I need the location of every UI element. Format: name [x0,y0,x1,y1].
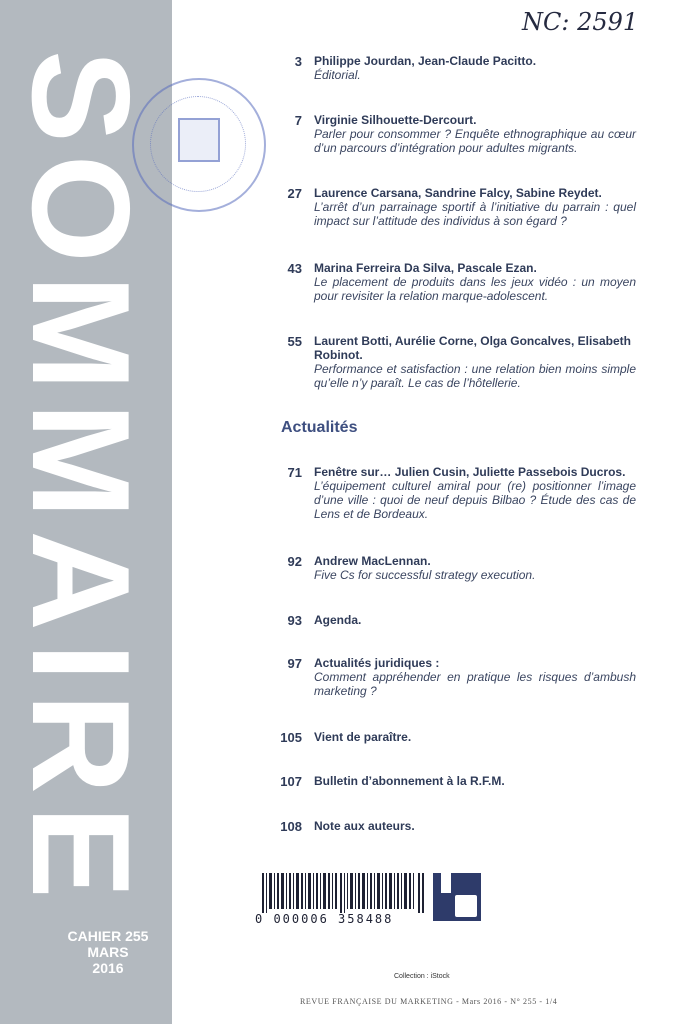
entry-authors: Bulletin d’abonnement à la R.F.M. [314,774,505,788]
entry-authors: Laurence Carsana, Sandrine Falcy, Sabine Reydet. [314,186,602,200]
entry-authors: Laurent Botti, Aurélie Corne, Olga Goncalves, Elisabeth Robinot. [314,334,631,362]
entry-description: L’équipement culturel amiral pour (re) positionner l’image d’une ville : quoi de neuf depuis Bilbao ? Étude des cas de Lens et de Bordeaux. [314,479,636,521]
entry-authors: Marina Ferreira Da Silva, Pascale Ezan. [314,261,537,275]
publisher-logo [433,873,481,921]
page-number: 105 [280,730,302,745]
entry-authors: Actualités juridiques : [314,656,440,670]
sidebar-title: SOMMAIRE [3,50,158,911]
entry-description: Performance et satisfaction : une relation bien moins simple qu’elle n’y paraît. Le cas de l’hôtellerie. [314,362,636,390]
logo-notch [441,873,451,893]
issue-year: 2016 [92,960,124,976]
entry-authors: Agenda. [314,613,362,627]
page-number: 92 [287,554,302,569]
page-number: 108 [280,819,302,834]
issue-month: MARS [87,944,129,960]
entry-authors: Virginie Silhouette-Dercourt. [314,113,477,127]
page-number: 97 [287,656,302,671]
page-number: 71 [287,465,302,480]
page-number: 107 [280,774,302,789]
library-stamp [132,78,266,212]
entry-description: Five Cs for successful strategy execution. [314,568,536,582]
logo-emblem [455,895,477,917]
page-number: 55 [287,334,302,349]
entry-description: Parler pour consommer ? Enquête ethnographique au cœur d’un parcours d’intégration pour adultes migrants. [314,127,636,155]
section-heading-actualites: Actualités [281,419,358,436]
entry-authors: Vient de paraître. [314,730,412,744]
entry-authors: Andrew MacLennan. [314,554,431,568]
entry-description: Le placement de produits dans les jeux vidéo : un moyen pour revisiter la relation marque-adolescent. [314,275,636,303]
image-credit: Collection : iStock [394,973,450,980]
entry-description: L’arrêt d’un parrainage sportif à l’initiative du parrain : quel impact sur l’attitude des individus à son égard ? [314,200,636,228]
stamp-emblem [178,118,220,162]
issue-number: CAHIER 255 [67,928,149,944]
barcode-digits: 0 000006 358488 [255,912,394,926]
page-number: 93 [287,613,302,628]
entry-description: Éditorial. [314,68,361,82]
handwritten-note: NC: 2591 [522,8,639,36]
page-number: 27 [287,186,302,201]
entry-authors: Fenêtre sur… Julien Cusin, Juliette Passebois Ducros. [314,465,626,479]
page-number: 43 [287,261,302,276]
page-number: 7 [294,113,302,128]
entry-description: Comment appréhender en pratique les risques d’ambush marketing ? [314,670,636,698]
page-number: 3 [294,54,302,69]
entry-authors: Note aux auteurs. [314,819,415,833]
page-footer: REVUE FRANÇAISE DU MARKETING - Mars 2016 - N° 255 - 1/4 [300,997,558,1006]
barcode [262,873,424,913]
entry-authors: Philippe Jourdan, Jean-Claude Pacitto. [314,54,537,68]
